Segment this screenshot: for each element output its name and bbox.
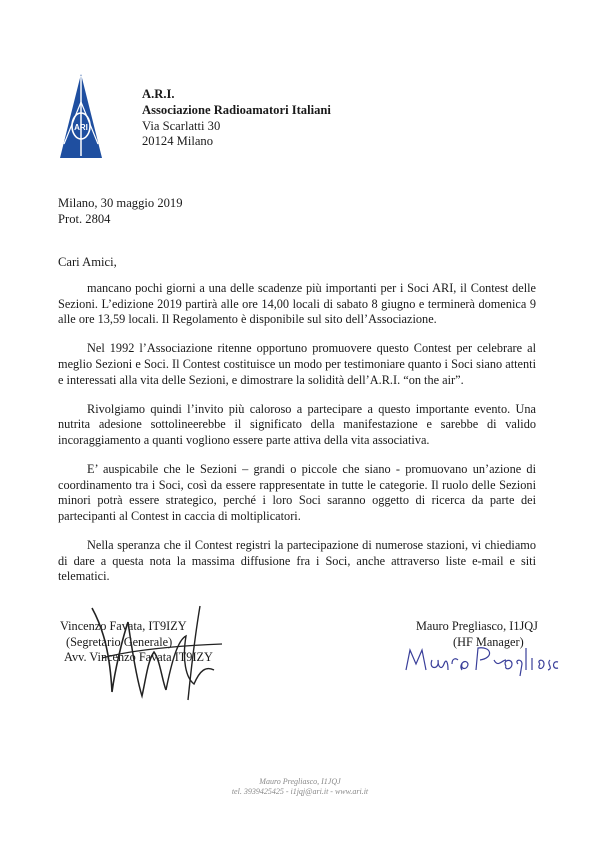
paragraph: Nel 1992 l’Associazione ritenne opportuno promuovere questo Contest per celebrare al meglio Sezioni e Soci. Il Contest costituisce un modo per testimoniare quanto i Soci siano attenti e interessati alla vita delle Sezioni, e dimostrare la solidità dell’A.R.I. “on the air”. xyxy=(58,341,536,387)
footer-contacts: tel. 3939425425 - i1jqj@ari.it - www.ari.it xyxy=(231,787,369,796)
org-city: 20124 Milano xyxy=(142,134,214,149)
footer-name: Mauro Pregliasco, I1JQJ xyxy=(259,777,341,786)
signer-name-right: Mauro Pregliasco, I1JQJ xyxy=(416,619,538,633)
paragraph: Nella speranza che il Contest registri la partecipazione di numerose stazioni, vi chiediamo di dare a questa nota la massima diffusione fra i Soci, anche attraverso liste e-mail e siti telematici. xyxy=(58,538,536,584)
letter-body xyxy=(58,281,536,598)
letter-meta xyxy=(58,196,183,228)
handwritten-signature-left xyxy=(82,600,232,705)
signer-stamp-left: Avv. Vincenzo Favata IT9IZY xyxy=(64,650,213,665)
signer-role-left: (Segretario Generale) xyxy=(66,634,173,649)
letterhead xyxy=(142,87,331,150)
letter-date: Milano, 30 maggio 2019 xyxy=(58,196,183,210)
paragraph: mancano pochi giorni a una delle scadenze più importanti per i Soci ARI, il Contest delle Sezioni. L’edizione 2019 partirà alle ore 14,00 locali di sabato 8 giugno e terminerà domenica 9 alle ore 13,59 locali. Il Regolamento è disponibile sul sito dell’Associazione. xyxy=(58,281,536,327)
signer-name-left: Vincenzo Favata, IT9IZY xyxy=(60,619,187,633)
handwritten-signature-right xyxy=(402,642,562,678)
paragraph: Rivolgiamo quindi l’invito più caloroso a partecipare a questo importante evento. Una nutrita adesione sottolineerebbe il significato della manifestazione e sarebbe di valido incoraggiamento a quanti vogliono essere parte attiva della vita associativa. xyxy=(58,401,536,447)
paragraph: E’ auspicabile che le Sezioni – grandi o piccole che siano - promuovano un’azione di coordinamento tra i Soci, così da essere rappresentate in tutte le categorie. Il ruolo delle Sezioni minori potrà essere strategico, perché i loro Soci saranno oggetto di ricerca da parte dei partecipanti al Contest in caccia di moltiplicatori. xyxy=(58,462,536,523)
org-street: Via Scarlatti 30 xyxy=(142,118,221,133)
ari-logo xyxy=(58,72,104,160)
protocol-number: Prot. 2804 xyxy=(58,211,111,226)
page-footer xyxy=(0,777,600,797)
signer-role-right: (HF Manager) xyxy=(453,634,524,649)
org-name: Associazione Radioamatori Italiani xyxy=(142,102,331,117)
org-abbr: A.R.I. xyxy=(142,87,175,101)
greeting: Cari Amici, xyxy=(58,255,117,269)
logo-lettering: ARI xyxy=(74,123,88,132)
